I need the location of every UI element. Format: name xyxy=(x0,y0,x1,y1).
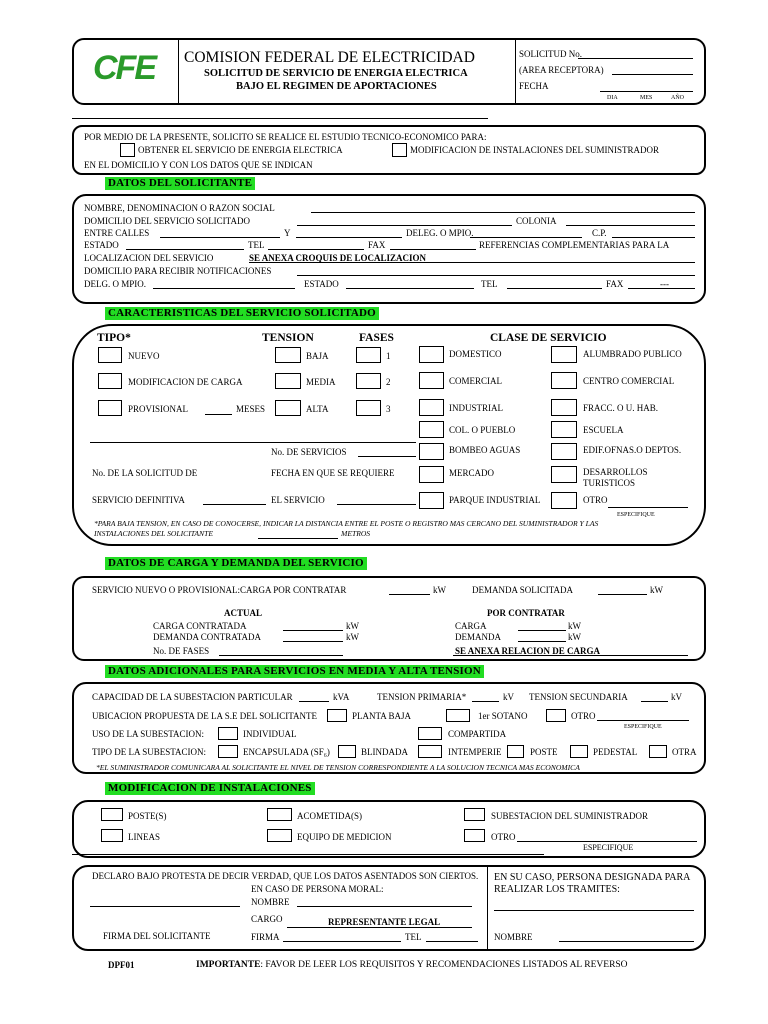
lineas-checkbox[interactable] xyxy=(101,829,123,842)
deleg-label: DELEG. O MPIO. xyxy=(406,228,474,238)
demanda-label: DEMANDA xyxy=(455,632,501,642)
alumbrado-checkbox[interactable] xyxy=(551,346,577,363)
section-datos-solicitante: DATOS DEL SOLICITANTE xyxy=(105,177,255,190)
carga-kw-2: kW xyxy=(650,585,663,595)
porcontratar-header: POR CONTRATAR xyxy=(487,608,565,618)
modificacion-instalaciones-checkbox[interactable] xyxy=(392,143,407,157)
servdef-label: SERVICIO DEFINITIVA xyxy=(92,495,185,505)
escuela-checkbox[interactable] xyxy=(551,421,577,438)
firma-divider xyxy=(487,866,488,950)
carga-kw-3: kW xyxy=(346,621,359,631)
firma-label: FIRMA xyxy=(251,932,280,942)
estado-field[interactable] xyxy=(126,249,244,250)
baja-checkbox[interactable] xyxy=(275,347,301,363)
estado-label: ESTADO xyxy=(84,240,119,250)
moral-label: EN CASO DE PERSONA MORAL: xyxy=(251,884,384,894)
tension-secundaria-label: TENSION SECUNDARIA xyxy=(529,692,628,702)
modif-carga-checkbox[interactable] xyxy=(98,373,122,389)
fax-field[interactable] xyxy=(390,249,476,250)
anexa-carga-label: SE ANEXA RELACION DE CARGA xyxy=(455,646,601,656)
representante-label: REPRESENTANTE LEGAL xyxy=(328,917,441,927)
fase-3-label: 3 xyxy=(386,404,391,414)
otro-clase-checkbox[interactable] xyxy=(551,492,577,509)
capacidad-field[interactable] xyxy=(299,701,329,702)
obtener-servicio-checkbox[interactable] xyxy=(120,143,135,157)
colpueblo-label: COL. O PUEBLO xyxy=(449,425,516,435)
entre-calles-label: ENTRE CALLES xyxy=(84,228,150,238)
acometida-checkbox[interactable] xyxy=(267,808,292,821)
acometida-label: ACOMETIDA(S) xyxy=(297,811,362,821)
colonia-field[interactable] xyxy=(566,225,695,226)
otro-ubicacion-field[interactable] xyxy=(597,720,689,721)
carga-field[interactable] xyxy=(518,630,566,631)
colpueblo-checkbox[interactable] xyxy=(419,421,444,438)
alta-checkbox[interactable] xyxy=(275,400,301,416)
actual-header: ACTUAL xyxy=(224,608,263,618)
domicilio-label: DOMICILIO DEL SERVICIO SOLICITADO xyxy=(84,216,250,226)
fechareq-label: FECHA EN QUE SE REQUIERE xyxy=(271,468,395,478)
escuela-label: ESCUELA xyxy=(583,425,624,435)
footer-importante: IMPORTANTE xyxy=(196,960,261,970)
blindada-label: BLINDADA xyxy=(361,747,408,757)
tension-primaria-label: TENSION PRIMARIA* xyxy=(377,692,467,702)
capacidad-label: CAPACIDAD DE LA SUBESTACION PARTICULAR xyxy=(92,692,293,702)
baja-label: BAJA xyxy=(306,351,329,361)
notificaciones-field[interactable] xyxy=(297,275,695,276)
meses-label: MESES xyxy=(236,404,266,414)
cp-label: C.P. xyxy=(592,228,607,238)
otro-clase-label: OTRO xyxy=(583,495,608,505)
clase-header: CLASE DE SERVICIO xyxy=(490,332,607,344)
tel-firma-field[interactable] xyxy=(426,941,478,942)
provisional-checkbox[interactable] xyxy=(98,400,122,416)
fecha-label: FECHA xyxy=(519,81,549,91)
ano-label: AÑO xyxy=(671,95,684,101)
intro-line-1: POR MEDIO DE LA PRESENTE, SOLICITO SE REALICE EL ESTUDIO TECNICO-ECONOMICO PARA: xyxy=(84,132,487,142)
firma-field[interactable] xyxy=(283,941,401,942)
otro-ubicacion-label: OTRO xyxy=(571,711,596,721)
demanda-contratada-label: DEMANDA CONTRATADA xyxy=(153,632,262,642)
intro-line-3: EN EL DOMICILIO Y CON LOS DATOS QUE SE INDICAN xyxy=(84,160,313,170)
entre-calles-field-1[interactable] xyxy=(160,237,280,238)
bombeo-label: BOMBEO AGUAS xyxy=(449,445,521,455)
carga-contratar-label: SERVICIO NUEVO O PROVISIONAL:CARGA POR CONTRATAR xyxy=(92,585,347,595)
edif-label: EDIF.OFNAS.O DEPTOS. xyxy=(583,445,682,455)
croquis-field[interactable] xyxy=(249,262,695,263)
section-modificacion: MODIFICACION DE INSTALACIONES xyxy=(105,782,315,795)
nuevo-checkbox[interactable] xyxy=(98,347,122,363)
fax2-value: --- xyxy=(660,279,669,289)
firma-top-rule xyxy=(72,854,544,855)
carga-kw-6: kW xyxy=(568,632,581,642)
solicitud-label: SOLICITUD No. xyxy=(519,49,582,59)
otro-modif-field[interactable] xyxy=(517,841,697,842)
estado2-label: ESTADO xyxy=(304,279,339,289)
tension-secundaria-field[interactable] xyxy=(641,701,668,702)
tel-field[interactable] xyxy=(268,249,364,250)
fase-3-checkbox[interactable] xyxy=(356,400,381,416)
fecha-field[interactable] xyxy=(600,91,693,92)
cp-field[interactable] xyxy=(612,237,695,238)
tipo-header: TIPO* xyxy=(97,332,131,344)
logo-divider xyxy=(178,39,179,104)
referencias-label: REFERENCIAS COMPLEMENTARIAS PARA LA xyxy=(479,240,670,250)
fase-2-label: 2 xyxy=(386,377,391,387)
kv-label-1: kV xyxy=(503,692,514,702)
deleg-field[interactable] xyxy=(470,237,582,238)
nosolicitud-field[interactable] xyxy=(203,504,266,505)
pedestal-label: PEDESTAL xyxy=(593,747,638,757)
tel2-label: TEL xyxy=(481,279,498,289)
modif-carga-label: MODIFICACION DE CARGA xyxy=(128,377,243,387)
mes-label: MES xyxy=(640,95,653,101)
localizacion-label: LOCALIZACION DEL SERVICIO xyxy=(84,253,214,263)
nosolicitud-label: No. DE LA SOLICITUD DE xyxy=(92,468,198,478)
fase-2-checkbox[interactable] xyxy=(356,373,381,389)
blindada-checkbox[interactable] xyxy=(338,745,356,758)
mercado-label: MERCADO xyxy=(449,468,495,478)
alumbrado-label: ALUMBRADO PUBLICO xyxy=(583,349,682,359)
tel2-field[interactable] xyxy=(507,288,602,289)
section-adicionales: DATOS ADICIONALES PARA SERVICIOS EN MEDIA Y ALTA TENSION xyxy=(105,665,484,678)
fase-1-label: 1 xyxy=(386,351,391,361)
individual-checkbox[interactable] xyxy=(218,727,238,740)
encapsulada-label: ENCAPSULADA (SF₆) xyxy=(243,747,330,757)
comercial-checkbox[interactable] xyxy=(419,372,444,389)
nombre-designada-label: NOMBRE xyxy=(494,932,533,942)
cargo-label: CARGO xyxy=(251,914,283,924)
modificacion-instalaciones-label: MODIFICACION DE INSTALACIONES DEL SUMINISTRADOR xyxy=(410,145,659,155)
otro-ubicacion-checkbox[interactable] xyxy=(546,709,566,722)
obtener-servicio-label: OBTENER EL SERVICIO DE ENERGIA ELECTRICA xyxy=(138,145,343,155)
sotano-checkbox[interactable] xyxy=(446,709,470,722)
fechareq-field[interactable] xyxy=(337,504,416,505)
domestico-label: DOMESTICO xyxy=(449,349,502,359)
area-label: (AREA RECEPTORA) xyxy=(519,65,604,75)
nombre-field[interactable] xyxy=(311,212,695,213)
alta-label: ALTA xyxy=(306,404,329,414)
note-baja-2: INSTALACIONES DEL SOLICITANTE xyxy=(94,529,213,538)
noservicios-field[interactable] xyxy=(358,456,416,457)
uso-label: USO DE LA SUBESTACION: xyxy=(92,729,205,739)
fax2-label: FAX xyxy=(606,279,624,289)
demanda-contratada-field[interactable] xyxy=(283,641,343,642)
carga-contratar-field[interactable] xyxy=(389,594,430,595)
nombre-designada-field[interactable] xyxy=(559,941,694,942)
form-code: DPF01 xyxy=(108,960,135,970)
subestacion-label: SUBESTACION DEL SUMINISTRADOR xyxy=(491,811,648,821)
desarrollos-label-2: TURISTICOS xyxy=(583,478,636,488)
fases-header: FASES xyxy=(359,332,394,344)
desarrollos-checkbox[interactable] xyxy=(551,466,577,483)
compartida-checkbox[interactable] xyxy=(418,727,442,740)
tel-firma-label: TEL xyxy=(405,932,422,942)
otra-checkbox[interactable] xyxy=(649,745,667,758)
intemperie-checkbox[interactable] xyxy=(418,745,442,758)
y-label: Y xyxy=(284,228,291,238)
declaro-label: DECLARO BAJO PROTESTA DE DECIR VERDAD, QUE LOS DATOS ASENTADOS SON CIERTOS. xyxy=(92,871,479,881)
designada-field[interactable] xyxy=(494,910,694,911)
parque-label: PARQUE INDUSTRIAL xyxy=(449,495,541,505)
plantabaja-checkbox[interactable] xyxy=(327,709,347,722)
metros-label: METROS xyxy=(341,529,371,538)
header-subtitle-2: BAJO EL REGIMEN DE APORTACIONES xyxy=(236,81,437,92)
footer-text: : FAVOR DE LEER LOS REQUISITOS Y RECOMENDACIONES LISTADOS AL REVERSO xyxy=(260,960,628,970)
tension-header: TENSION xyxy=(262,332,314,344)
domicilio-field[interactable] xyxy=(297,225,512,226)
ensucaso-label-1: EN SU CASO, PERSONA DESIGNADA PARA xyxy=(494,872,691,883)
anexa-carga-rule xyxy=(453,655,688,656)
tension-primaria-field[interactable] xyxy=(472,701,499,702)
demanda-solicitada-label: DEMANDA SOLICITADA xyxy=(472,585,574,595)
parque-checkbox[interactable] xyxy=(419,492,444,509)
nuevo-label: NUEVO xyxy=(128,351,160,361)
demanda-field[interactable] xyxy=(518,641,566,642)
comercial-label: COMERCIAL xyxy=(449,376,503,386)
tipo-subestacion-label: TIPO DE LA SUBESTACION: xyxy=(92,747,207,757)
dia-label: DIA xyxy=(607,95,618,101)
org-title: COMISION FEDERAL DE ELECTRICIDAD xyxy=(184,49,475,66)
postes-checkbox[interactable] xyxy=(101,808,123,821)
encapsulada-checkbox[interactable] xyxy=(218,745,238,758)
deleg2-field[interactable] xyxy=(153,288,295,289)
tel-label: TEL xyxy=(248,240,265,250)
header-subtitle-1: SOLICITUD DE SERVICIO DE ENERGIA ELECTRICA xyxy=(204,68,468,79)
croquis-label: SE ANEXA CROQUIS DE LOCALIZACION xyxy=(249,253,427,263)
poste-label: POSTE xyxy=(530,747,558,757)
area-field[interactable] xyxy=(612,74,693,75)
nofases-label: No. DE FASES xyxy=(153,646,210,656)
equipo-label: EQUIPO DE MEDICION xyxy=(297,832,392,842)
edif-checkbox[interactable] xyxy=(551,443,577,460)
equipo-checkbox[interactable] xyxy=(267,829,292,842)
ubicacion-label: UBICACION PROPUESTA DE LA S.E DEL SOLICITANTE xyxy=(92,711,317,721)
desarrollos-label-1: DESARROLLOS xyxy=(583,467,648,477)
mercado-checkbox[interactable] xyxy=(419,466,444,483)
bombeo-checkbox[interactable] xyxy=(419,443,444,460)
carga-contratada-field[interactable] xyxy=(283,630,343,631)
lineas-label: LINEAS xyxy=(128,832,160,842)
firma-solicitante-label: FIRMA DEL SOLICITANTE xyxy=(103,931,211,941)
elservicio-label: EL SERVICIO xyxy=(271,495,325,505)
centro-label: CENTRO COMERCIAL xyxy=(583,376,675,386)
kva-label: kVA xyxy=(333,692,350,702)
carga-label: CARGA xyxy=(455,621,487,631)
postes-label: POSTE(S) xyxy=(128,811,167,821)
note-tension: *EL SUMINISTRADOR COMUNICARA AL SOLICITANTE EL NIVEL DE TENSION CORRESPONDIENTE A LA SOLUCION TECNICA MAS ECONOMICA xyxy=(96,763,580,772)
footer-note xyxy=(196,960,628,970)
section-caracteristicas: CARACTERISTICAS DEL SERVICIO SOLICITADO xyxy=(105,307,379,320)
poste-checkbox[interactable] xyxy=(507,745,524,758)
centro-checkbox[interactable] xyxy=(551,372,577,389)
kv-label-2: kV xyxy=(671,692,682,702)
media-label: MEDIA xyxy=(306,377,336,387)
entre-calles-field-2[interactable] xyxy=(296,237,402,238)
notificaciones-label: DOMICILIO PARA RECIBIR NOTIFICACIONES xyxy=(84,266,272,276)
industrial-label: INDUSTRIAL xyxy=(449,403,503,413)
solicitud-field[interactable] xyxy=(578,58,693,59)
intemperie-label: INTEMPERIE xyxy=(448,747,502,757)
carga-kw-1: kW xyxy=(433,585,446,595)
otro-modif-checkbox[interactable] xyxy=(464,829,485,842)
deleg2-label: DELG. O MPIO. xyxy=(84,279,146,289)
noservicios-label: No. DE SERVICIOS xyxy=(271,447,347,457)
header-rule xyxy=(72,118,488,119)
carga-kw-4: kW xyxy=(568,621,581,631)
cargo-field[interactable] xyxy=(287,927,472,928)
provisional-label: PROVISIONAL xyxy=(128,404,189,414)
compartida-label: COMPARTIDA xyxy=(448,729,507,739)
nombre-firma-label: NOMBRE xyxy=(251,897,290,907)
especifique-clase-label: ESPECIFIQUE xyxy=(617,512,655,518)
section-carga: DATOS DE CARGA Y DEMANDA DEL SERVICIO xyxy=(105,557,367,570)
individual-label: INDIVIDUAL xyxy=(243,729,297,739)
subestacion-checkbox[interactable] xyxy=(464,808,485,821)
otra-label: OTRA xyxy=(672,747,697,757)
ensucaso-label-2: REALIZAR LOS TRAMITES: xyxy=(494,884,620,895)
media-checkbox[interactable] xyxy=(275,373,301,389)
metros-field[interactable] xyxy=(258,538,338,539)
servicios-rule xyxy=(90,442,416,443)
industrial-checkbox[interactable] xyxy=(419,399,444,416)
header-divider xyxy=(515,39,516,104)
otro-modif-label: OTRO xyxy=(491,832,516,842)
firma-solicitante-field[interactable] xyxy=(90,906,240,907)
sotano-label: 1er SOTANO xyxy=(478,711,528,721)
carga-contratada-label: CARGA CONTRATADA xyxy=(153,621,247,631)
otro-clase-field[interactable] xyxy=(608,507,688,508)
fracc-label: FRACC. O U. HAB. xyxy=(583,403,659,413)
note-baja-1: *PARA BAJA TENSION, EN CASO DE CONOCERSE, INDICAR LA DISTANCIA ENTRE EL POSTE O REGISTRO MAS CERCANO DEL SUMINISTRADOR Y LAS xyxy=(94,519,599,528)
especifique-ubicacion-label: ESPECIFIQUE xyxy=(624,724,662,730)
estado2-field[interactable] xyxy=(346,288,474,289)
demanda-solicitada-field[interactable] xyxy=(598,594,647,595)
colonia-label: COLONIA xyxy=(516,216,557,226)
nombre-firma-field[interactable] xyxy=(297,906,472,907)
pedestal-checkbox[interactable] xyxy=(570,745,588,758)
especifique-modif-label: ESPECIFIQUE xyxy=(583,843,634,852)
fracc-checkbox[interactable] xyxy=(551,399,577,416)
plantabaja-label: PLANTA BAJA xyxy=(352,711,412,721)
fax2-field[interactable] xyxy=(628,288,695,289)
nofases-field[interactable] xyxy=(219,655,343,656)
domestico-checkbox[interactable] xyxy=(419,346,444,363)
fax-label: FAX xyxy=(368,240,386,250)
cfe-logo: CFE xyxy=(93,49,155,87)
fase-1-checkbox[interactable] xyxy=(356,347,381,363)
carga-kw-5: kW xyxy=(346,632,359,642)
meses-field[interactable] xyxy=(205,414,232,415)
nombre-label: NOMBRE, DENOMINACION O RAZON SOCIAL xyxy=(84,203,275,213)
